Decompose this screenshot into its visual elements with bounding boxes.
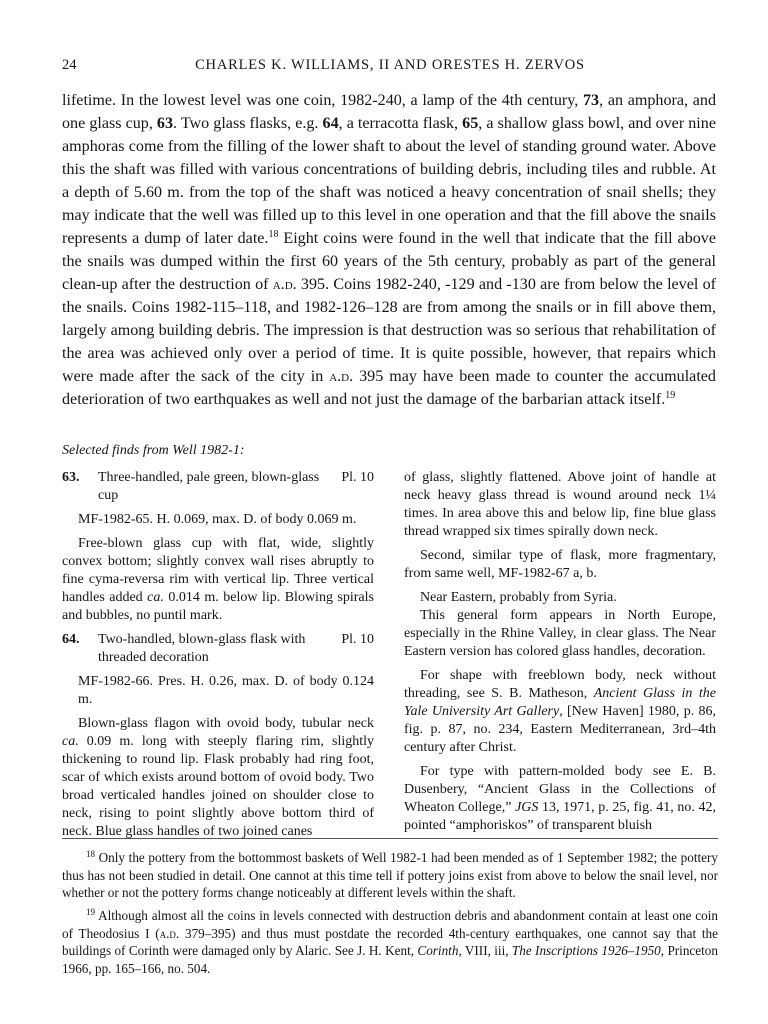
description-text: 0.014 m. below lip. Blowing spirals and bubbles, no puntil mark. bbox=[62, 590, 374, 623]
book-title: The Inscriptions 1926–1950 bbox=[511, 943, 661, 958]
body-paragraph bbox=[62, 89, 716, 411]
journal-title: JGS bbox=[515, 800, 539, 815]
inventory-line: MF-1982-66. Pres. H. 0.26, max. D. of body 0.124 m. bbox=[78, 674, 374, 707]
footnote-text: , Princeton 1966, pp. 165–166, no. 504. bbox=[62, 943, 718, 976]
paragraph: Second, similar type of flask, more fragmentary, from same well, MF-1982-67 a, b. bbox=[404, 548, 716, 581]
plate-ref: Pl. 10 bbox=[341, 470, 374, 485]
body-text: . Two glass flasks, e.g. bbox=[173, 115, 323, 132]
footnote-mark: 19 bbox=[86, 907, 95, 917]
reference-text: For shape with freeblown body, neck without threading, see S. B. Matheson, bbox=[404, 668, 716, 701]
page-header bbox=[62, 55, 718, 75]
footnote-18 bbox=[62, 849, 718, 902]
body-text: lifetime. In the lowest level was one coin, 1982-240, a lamp of the 4th century, bbox=[62, 92, 583, 109]
footnote-ref-18[interactable]: 18 bbox=[268, 229, 279, 240]
circa-abbrev: ca. bbox=[62, 734, 79, 749]
book-title: Ancient Glass in the Yale University Art Gallery bbox=[404, 686, 716, 719]
book-title: Corinth bbox=[417, 943, 459, 958]
body-text: 395. Coins 1982-240, -129 and -130 are from below the level of the snails. Coins 1982-115–118, and 1982-126–128 are from among the snails or in fill above them, largely among building debris. The impression is that destruction was so serious that rehabilitation of the area was achieved only over a period of time. It is quite possible, however, that repairs which were made after the sack of the city in bbox=[62, 276, 716, 385]
description-text: Free-blown glass cup with flat, wide, slightly convex bottom; slightly convex wall rises abruptly to fine cyma-reversa rim with vertical lip. Three vertical handles added bbox=[62, 536, 374, 605]
catalog-ref-65: 65 bbox=[462, 115, 479, 132]
entry-title: Two-handled, blown-glass flask with threaded decoration bbox=[98, 632, 306, 665]
era-abbrev: a.d. bbox=[159, 925, 180, 941]
body-text: , a shallow glass bowl, and over nine amphoras come from the filling of the lower shaft to about the level of standing ground water. Above this the shaft was filled with various concentrations of building debris, including tiles and rubble. At a depth of 5.60 m. from the top of the shaft was noticed a heavy concentration of snail shells; they may indicate that the well was filled up to this level in one operation and that the fill above the snails represents a dump of later date. bbox=[62, 115, 716, 247]
entry-title: Three-handled, pale green, blown-glass cup bbox=[98, 470, 320, 503]
paragraph bbox=[404, 763, 716, 835]
inventory-line: MF-1982-65. H. 0.069, max. D. of body 0.069 m. bbox=[78, 512, 357, 527]
description-text: 0.09 m. long with steeply flaring rim, slightly thickening to round lip. Flask probably had ring foot, scar of which exists around bottom of ovoid body. Two broad verticaled handles joined on shoulder close to neck, rising to point slightly above bottom third of neck. Blue glass handles of two joined canes bbox=[62, 734, 374, 839]
footnote-text: Only the pottery from the bottommost baskets of Well 1982-1 had been mended as of 1 September 1982; the pottery thus has not been studied in detail. One cannot at this time tell if pottery joins exist from above to below the snail level, nor whether or not the pottery forms change noticeably at different levels within the shaft. bbox=[62, 850, 718, 900]
catalog-ref-63: 63 bbox=[156, 115, 174, 132]
catalog-ref-73: 73 bbox=[583, 92, 600, 109]
right-column bbox=[404, 469, 716, 835]
footnote-mark: 18 bbox=[86, 849, 95, 859]
body-text: Eight coins were found in the well that indicate that the fill above the snails was dumped within the first 60 years of the 5th century, probably as part of the general clean-up after the destruction of bbox=[62, 230, 716, 293]
entry-number: 64. bbox=[62, 632, 80, 647]
reference-text: , [New Haven] 1980, p. 86, fig. p. 87, no. 234, Eastern Mediterranean, 3rd–4th century after Christ. bbox=[404, 704, 716, 755]
catalog-entry-63 bbox=[62, 469, 374, 505]
body-text: , an amphora, and one glass cup, bbox=[62, 92, 717, 132]
finds-heading: Selected finds from Well 1982-1: bbox=[62, 443, 245, 458]
description-text: Blown-glass flagon with ovoid body, tubular neck bbox=[78, 716, 374, 731]
footnote-rule bbox=[62, 838, 718, 839]
paragraph: Near Eastern, probably from Syria. bbox=[420, 590, 617, 605]
footnote-ref-19[interactable]: 19 bbox=[665, 390, 676, 401]
footnote-text: 379–395) and thus must postdate the recorded 4th-century earthquakes, one cannot say that the buildings of Corinth were damaged only by Alaric. See J. H. Kent, bbox=[62, 925, 718, 958]
footnote-19 bbox=[62, 907, 718, 977]
entry-description bbox=[62, 715, 374, 841]
catalog-ref-64: 64 bbox=[322, 115, 339, 132]
left-column bbox=[62, 469, 374, 841]
body-text: 395 may have been made to counter the accumulated deterioration of two earthquakes as well and not just the damage of the barbarian attack itself. bbox=[62, 368, 716, 408]
page-number: 24 bbox=[62, 57, 77, 73]
footnote-text: Although almost all the coins in levels connected with destruction debris and abandonment contain at least one coin of Theodosius I ( bbox=[62, 908, 718, 941]
paragraph bbox=[404, 667, 716, 757]
description-continued: of glass, slightly flattened. Above joint of handle at neck heavy glass thread is wound around neck 1¼ times. In area above this and below lip, fine blue glass thread wrapped six times spirally down neck. bbox=[404, 470, 716, 539]
era-abbrev: a.d. bbox=[272, 276, 297, 293]
plate-ref: Pl. 10 bbox=[341, 632, 374, 647]
reference-text: For type with pattern-molded body see E. B. Dusenbery, “Ancient Glass in the Collections of Wheaton College,” bbox=[404, 764, 716, 815]
entry-number: 63. bbox=[62, 470, 80, 485]
reference-text: 13, 1971, p. 25, fig. 41, no. 42, pointed “amphoriskos” of transparent bluish bbox=[404, 800, 716, 833]
paragraph: This general form appears in North Europe, especially in the Rhine Valley, in clear glass. The Near Eastern version has colored glass handles, decoration. bbox=[404, 608, 716, 659]
catalog-entry-64 bbox=[62, 631, 374, 667]
entry-description bbox=[62, 535, 374, 625]
running-head: CHARLES K. WILLIAMS, II AND ORESTES H. ZERVOS bbox=[195, 57, 585, 73]
circa-abbrev: ca. bbox=[147, 590, 164, 605]
body-text: , a terracotta flask, bbox=[338, 115, 463, 132]
era-abbrev: a.d. bbox=[329, 368, 354, 385]
footnote-text: , VIII, iii, bbox=[458, 943, 512, 958]
